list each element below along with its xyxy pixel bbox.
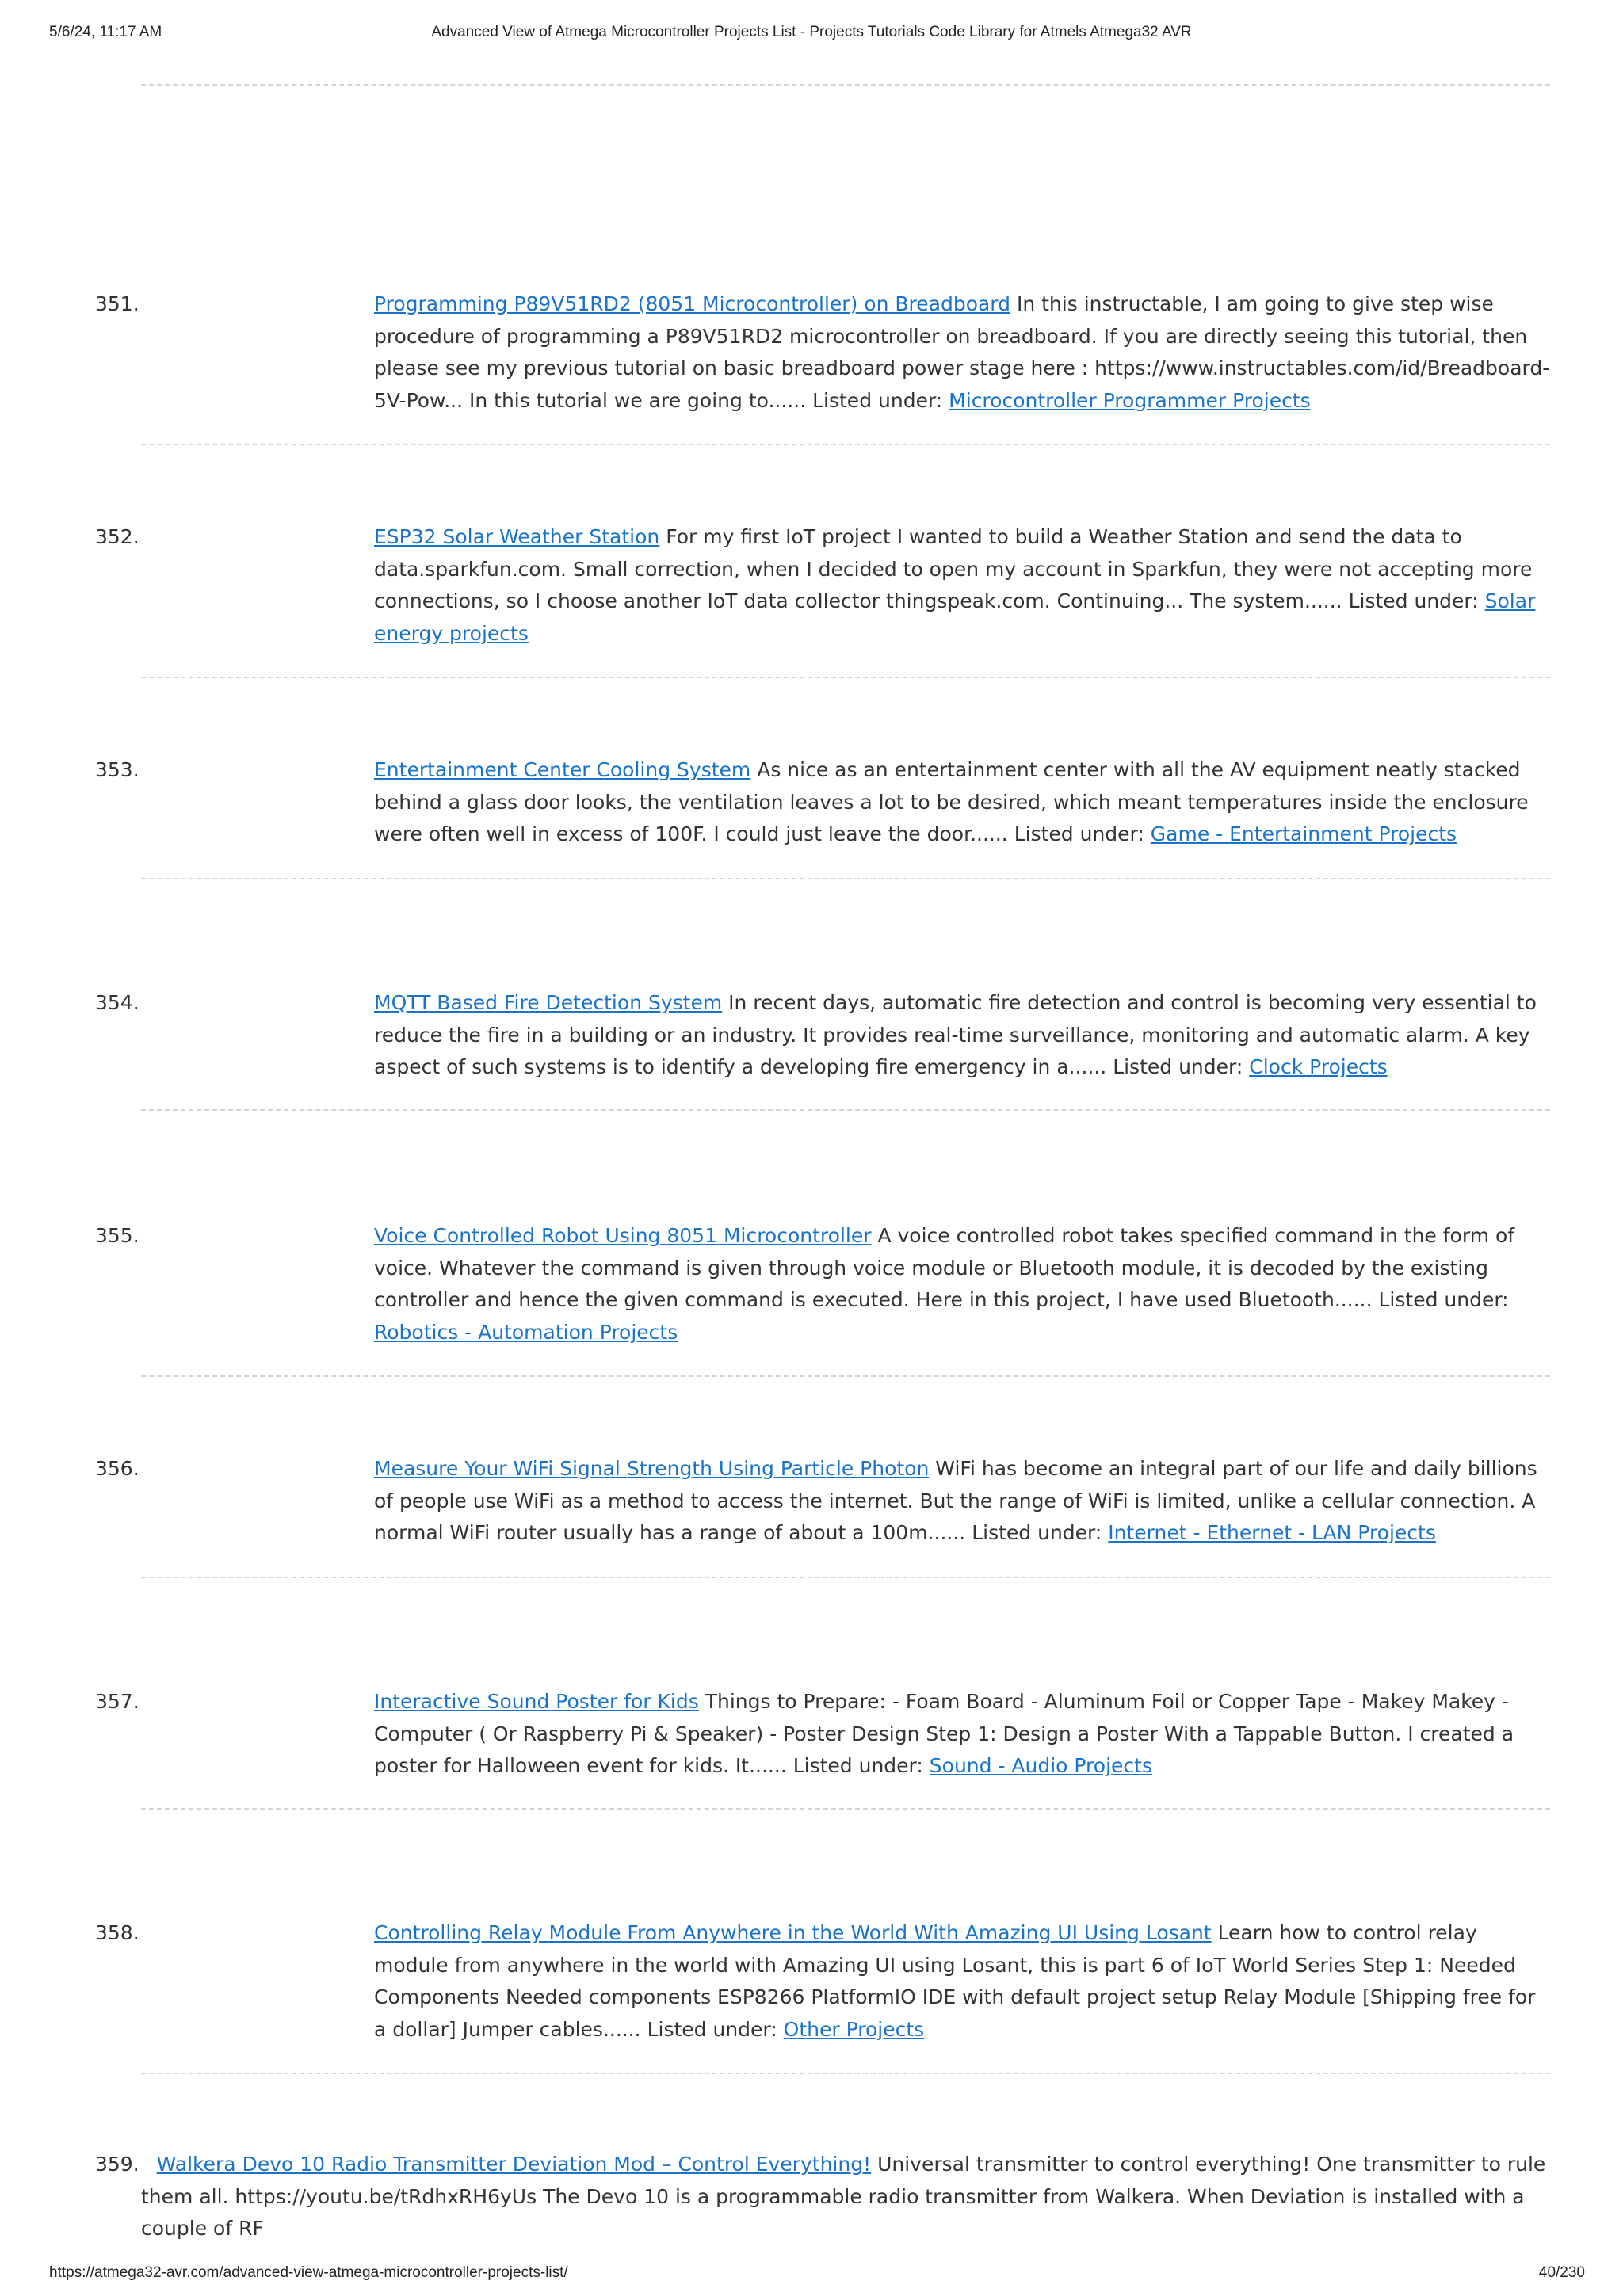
project-title-link[interactable]: ESP32 Solar Weather Station: [374, 525, 660, 548]
entry-body: [374, 1686, 1553, 1783]
category-link[interactable]: Clock Projects: [1249, 1055, 1388, 1078]
divider: [141, 84, 1550, 86]
project-description: In recent days, automatic fire detection and control is becoming very essential to reduce the fire in a building or an industry. It provides real-time surveillance, monitoring and automatic alarm. A key aspect of such systems is to identify a developing fire emergency in a......: [374, 991, 1537, 1078]
divider: [141, 2073, 1550, 2074]
print-header: [0, 24, 1623, 48]
page-number: 40/230: [1538, 2264, 1585, 2281]
listed-under-label: Listed under:: [1014, 822, 1144, 845]
entry-number: 351.: [95, 292, 139, 315]
project-description: In this instructable, I am going to give step wise procedure of programming a P89V51RD2 microcontroller on breadboard. If you are directly seeing this tutorial, then please see my previous tutorial on basic breadboard power stage here : https://www.instructables.com/id/Breadboard-5V-Pow... In this tutorial we are going to......: [374, 292, 1550, 412]
project-description: WiFi has become an integral part of our life and daily billions of people use WiFi as a method to access the internet. But the range of WiFi is limited, unlike a cellular connection. A normal WiFi router usually has a range of about a 100m......: [374, 1457, 1537, 1544]
category-link[interactable]: Solar energy projects: [374, 589, 1536, 645]
entry-number: 359.: [95, 2153, 139, 2176]
project-title-link[interactable]: Measure Your WiFi Signal Strength Using Particle Photon: [374, 1457, 930, 1480]
divider: [141, 1109, 1550, 1111]
project-description: Universal transmitter to control everything! One transmitter to rule them all. https://youtu.be/tRdhxRH6yUs The Devo 10 is a programmable radio transmitter from Walkera. When Deviation is installed with a couple of RF: [141, 2153, 1546, 2240]
listed-under-label: Listed under:: [1348, 589, 1479, 612]
project-title-link[interactable]: Interactive Sound Poster for Kids: [374, 1690, 699, 1713]
entry-number: 355.: [95, 1224, 139, 1247]
divider: [141, 878, 1550, 879]
project-description: For my first IoT project I wanted to build a Weather Station and send the data to data.sparkfun.com. Small correction, when I decided to open my account in Sparkfun, they were not accepting more connections, so I choose another IoT data collector thingspeak.com. Continuing... The system......: [374, 525, 1533, 612]
print-timestamp: 5/6/24, 11:17 AM: [49, 24, 162, 40]
category-link[interactable]: Other Projects: [783, 2017, 925, 2041]
divider: [141, 677, 1550, 678]
category-link[interactable]: Game - Entertainment Projects: [1150, 822, 1457, 845]
entry-number: 354.: [95, 991, 139, 1014]
print-page-title: Advanced View of Atmega Microcontroller Projects List - Projects Tutorials Code Library for Atmels Atmega32 AVR: [431, 24, 1192, 40]
project-title-link[interactable]: Voice Controlled Robot Using 8051 Microcontroller: [374, 1224, 872, 1247]
project-description: Things to Prepare: - Foam Board - Aluminum Foil or Copper Tape - Makey Makey - Computer ( Or Raspberry Pi & Speaker) - Poster Design Step 1: Design a Poster With a Tappable Button. I created a poster for Halloween event for kids. It......: [374, 1690, 1514, 1777]
project-title-link[interactable]: Controlling Relay Module From Anywhere in the World With Amazing UI Using Losant: [374, 1921, 1212, 1944]
divider: [141, 1577, 1550, 1578]
listed-under-label: Listed under:: [972, 1521, 1102, 1544]
category-link[interactable]: Sound - Audio Projects: [929, 1754, 1152, 1777]
entry-body: [374, 1453, 1553, 1550]
project-description: As nice as an entertainment center with all the AV equipment neatly stacked behind a glass door looks, the ventilation leaves a lot to be desired, which meant temperatures inside the enclosure were often well in excess of 100F. I could just leave the door......: [374, 758, 1529, 845]
entry-body: [374, 1917, 1553, 2046]
category-link[interactable]: Internet - Ethernet - LAN Projects: [1108, 1521, 1436, 1544]
project-title-link[interactable]: Entertainment Center Cooling System: [374, 758, 751, 781]
entry-body: [374, 521, 1553, 650]
listed-under-label: Listed under:: [1113, 1055, 1243, 1078]
entry-number: 357.: [95, 1690, 139, 1713]
entry-body: [374, 288, 1553, 417]
project-title-link[interactable]: MQTT Based Fire Detection System: [374, 991, 723, 1014]
listed-under-label: Listed under:: [1378, 1288, 1509, 1311]
print-url: https://atmega32-avr.com/advanced-view-atmega-microcontroller-projects-list/: [49, 2264, 568, 2281]
project-title-link[interactable]: Programming P89V51RD2 (8051 Microcontroller) on Breadboard: [374, 292, 1011, 315]
entry-body: [95, 2149, 1553, 2245]
listed-under-label: Listed under:: [812, 388, 943, 412]
listed-under-label: Listed under:: [792, 1754, 923, 1777]
entry-body: [374, 1220, 1553, 1348]
entry-number: 358.: [95, 1921, 139, 1944]
project-description: A voice controlled robot takes specified command in the form of voice. Whatever the command is given through voice module or Bluetooth module, it is decoded by the existing controller and hence the given command is executed. Here in this project, I have used Bluetooth......: [374, 1224, 1515, 1311]
divider: [141, 1375, 1550, 1377]
category-link[interactable]: Robotics - Automation Projects: [374, 1320, 678, 1344]
divider: [141, 444, 1550, 445]
entry-number: 352.: [95, 525, 139, 548]
entry-number: 353.: [95, 758, 139, 781]
listed-under-label: Listed under:: [647, 2017, 777, 2041]
category-link[interactable]: Microcontroller Programmer Projects: [949, 388, 1311, 412]
project-description: Learn how to control relay module from anywhere in the world with Amazing UI using Losant, this is part 6 of IoT World Series Step 1: Needed Components Needed components ESP8266 PlatformIO IDE with default project setup Relay Module [Shipping free for a dollar] Jumper cables......: [374, 1921, 1536, 2041]
divider: [141, 1808, 1550, 1810]
entry-body: [374, 754, 1553, 851]
entry-number: 356.: [95, 1457, 139, 1480]
entry-body: [374, 987, 1553, 1084]
project-title-link[interactable]: Walkera Devo 10 Radio Transmitter Deviation Mod – Control Everything!: [156, 2153, 872, 2176]
